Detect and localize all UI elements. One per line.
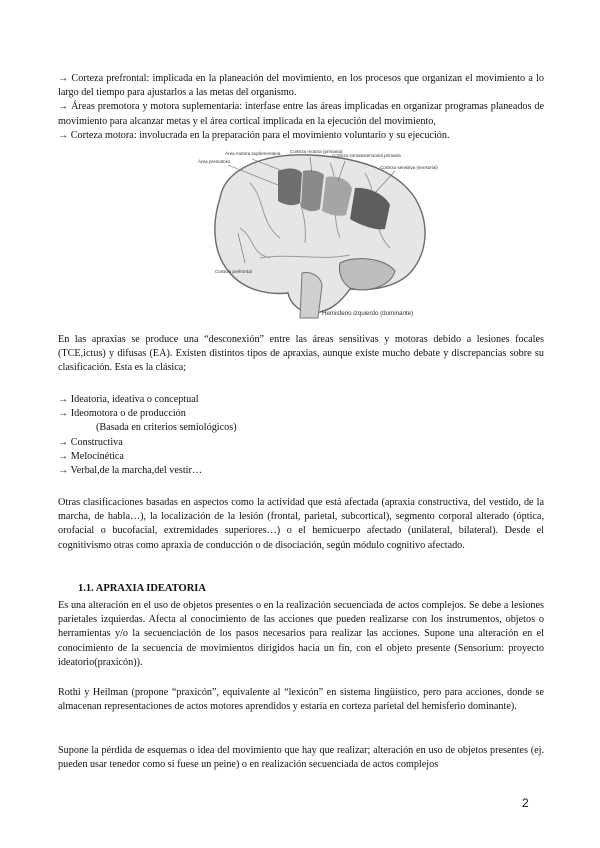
brainstem bbox=[300, 273, 322, 319]
list-item-note: (Basada en criterios semiológicos) bbox=[96, 422, 237, 434]
paragraph-supone: Supone la pérdida de esquemas o idea del movimiento que hay que realizar; alteración en uso de objetos presentes (ej. pueden usar tenedor como si fuese un peine) o en realización secuenciada de actos complejos bbox=[58, 745, 544, 771]
label-sensitiva: Corteza sensitiva (sensorial) bbox=[380, 165, 438, 170]
list-item-premotora: → Áreas premotora y motora suplementaria: interfase entre las áreas implicadas en organizar programas planeados de movimiento para alcanzar metas y el área cortical implicada en la ejecución del movimiento, bbox=[58, 101, 544, 127]
classic-list bbox=[58, 393, 544, 478]
list-item-ideatoria: → Ideatoria, ideativa o conceptual bbox=[58, 394, 199, 405]
list-item-constructiva: → Constructiva bbox=[58, 436, 123, 448]
paragraph-rothi: Rothi y Heilman (propone “praxicón”, equivalente al “lexicón” en sistema lingüístico, pero para acciones, donde se almacenan representaciones de actos motores aprendidos y estaría en corteza parietal del hemisferio dominante). bbox=[58, 687, 544, 713]
section-heading: 1.1. APRAXIA IDEATORIA bbox=[78, 583, 206, 594]
list-item-ideomotora: → Ideomotora o de producción bbox=[58, 408, 186, 420]
figure-caption: Hemisferio izquierdo (dominante) bbox=[322, 310, 414, 317]
page-number: 2 bbox=[522, 796, 529, 810]
list-item-prefrontal: → Corteza prefrontal: implicada en la planeación del movimiento, en los procesos que organizan el movimiento a lo largo del tiempo para ajustarlos a las metas del organismo. bbox=[58, 73, 544, 99]
label-prefrontal: Corteza prefrontal bbox=[215, 269, 252, 274]
intro-list bbox=[58, 72, 544, 143]
region-premotora bbox=[278, 169, 302, 206]
list-item-motora: → Corteza motora: involucrada en la preparación para el movimiento voluntario y su ejecución. bbox=[58, 129, 450, 141]
paragraph-otras: Otras clasificaciones basadas en aspectos como la actividad que está afectada (apraxia constructiva, del vestido, de la marcha, de habla…), la localización de la lesión (frontal, parietal, subcortical), segmento corporal alterado (óptica, orofacial o bucofacial, extremidades superiores…) o el hemicuerpo afectado (unilateral, bilateral). Desde el cognitivismo otras como apraxia de conducción o de disociación, según módulo cognitivo afectado. bbox=[58, 497, 544, 551]
label-somatosensorial: Corteza somatosensorial primaria bbox=[332, 153, 401, 158]
label-motora-suplementaria: Área motora suplementaria bbox=[225, 151, 281, 156]
list-item-verbal: → Verbal,de la marcha,del vestir… bbox=[58, 465, 203, 477]
paragraph-apraxias: En las apraxias se produce una “desconexión” entre las áreas sensitivas y motoras debido a lesiones focales (TCE,ictus) y difusas (EA). Existen distintos tipos de apraxias, aunque existe mucho debate y discrepancias sobre su clasificación. Esta es la clásica; bbox=[58, 334, 544, 374]
brain-figure bbox=[190, 143, 440, 323]
label-premotora: Área premotora bbox=[198, 159, 230, 164]
paragraph-ideatoria: Es una alteración en el uso de objetos presentes o en la realización secuenciada de actos complejos. Se debe a lesiones parietales izquierdas. Afecta al conocimiento de las acciones que pueden realizarse con los instrumentos, objetos o herramientas y/o la secuenciación de los pasos necesarios para realizar las acciones. Supone una alteración en el conocimiento de la secuencia de movimientos dirigidos hacia un fin, con el objeto presente (Sensorium: proyecto ideatorio(praxicón)). bbox=[58, 600, 544, 668]
label-corteza-motora: Corteza motora (primaria) bbox=[290, 149, 343, 154]
list-item-melocinetica: → Melocinética bbox=[58, 450, 124, 462]
